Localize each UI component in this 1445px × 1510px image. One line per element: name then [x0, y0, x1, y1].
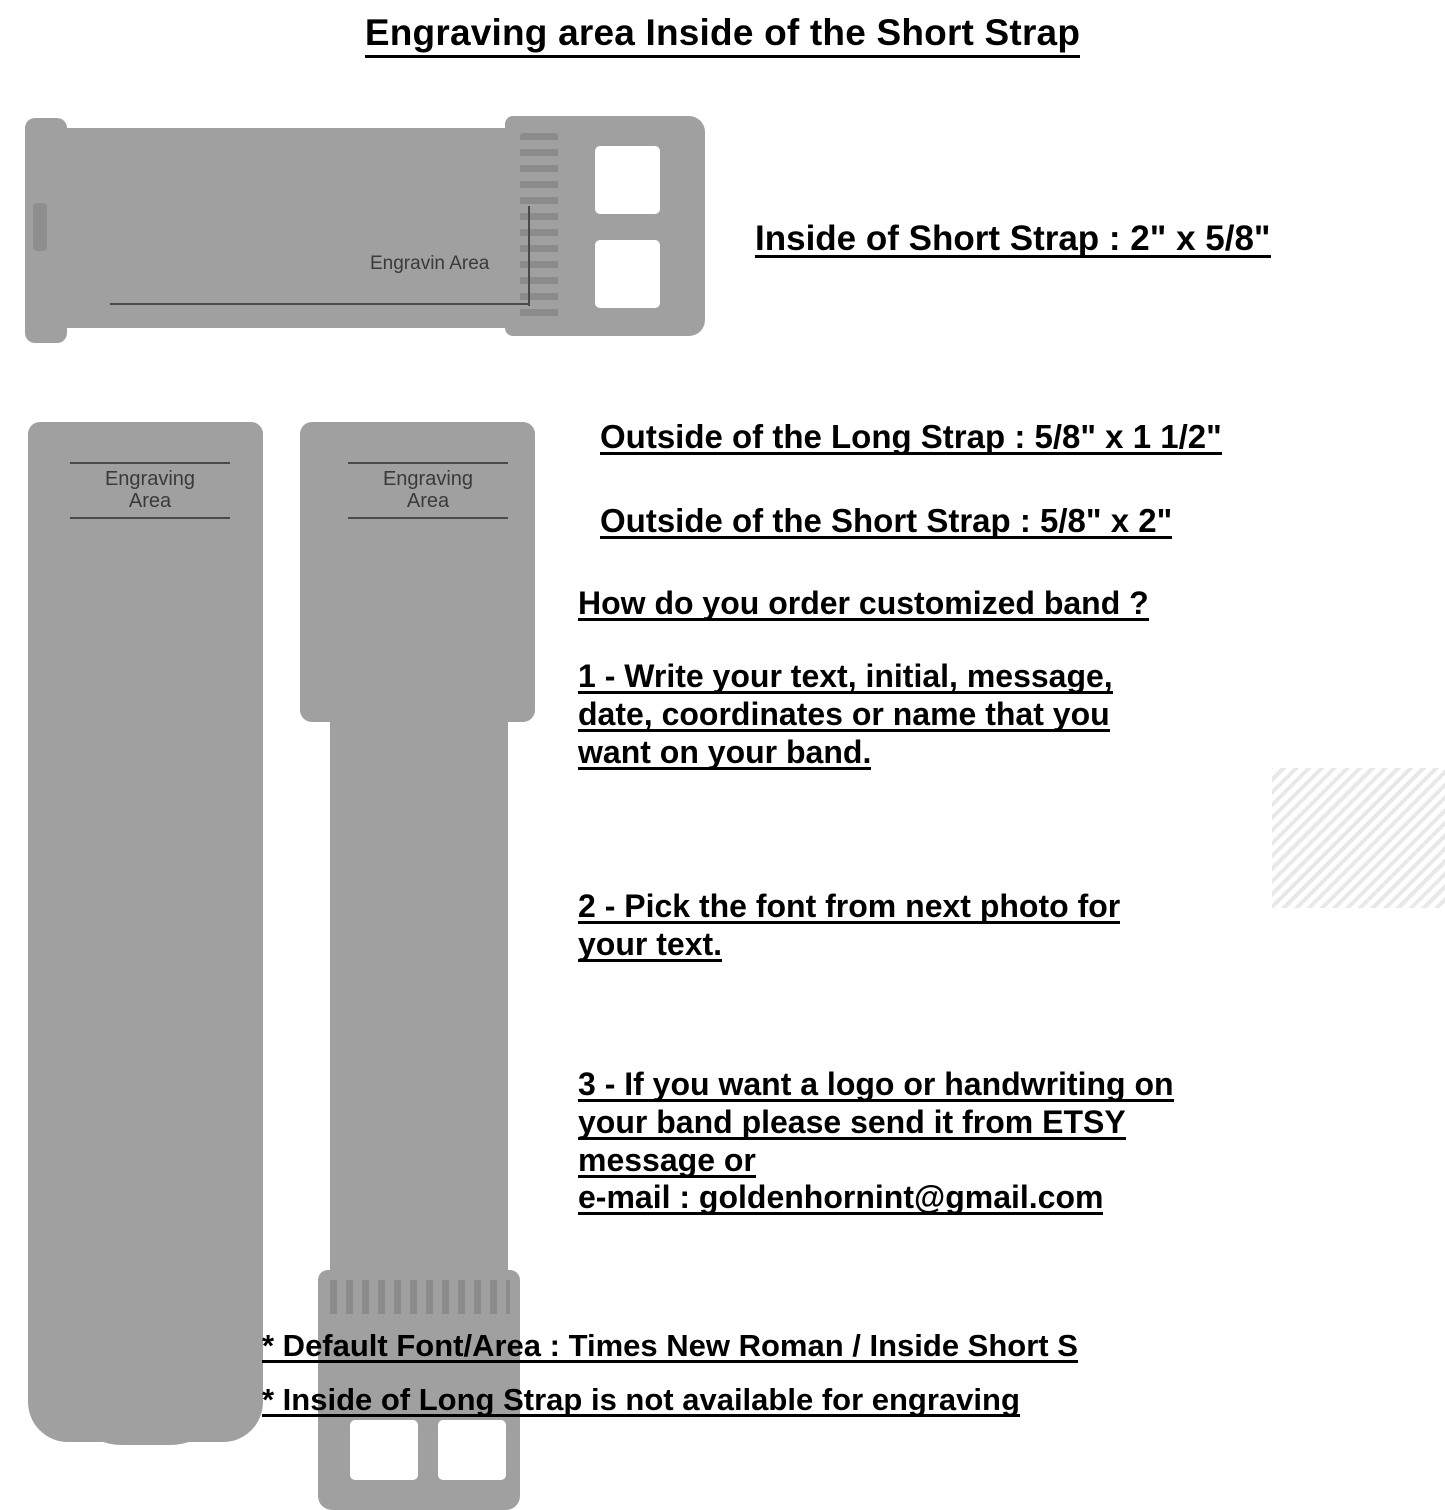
- step-line-email: e-mail : goldenhornint@gmail.com: [578, 1179, 1104, 1216]
- page-title-text: Engraving area Inside of the Short Strap: [365, 12, 1080, 58]
- step-line: 1 - Write your text, initial, message,: [578, 658, 1113, 694]
- engraving-label-line: Engraving: [382, 468, 474, 490]
- howto-step-2: [578, 888, 1378, 964]
- step-line: your text.: [578, 925, 723, 962]
- strap-hole: [595, 146, 660, 214]
- inside-short-strap-diagram: [0, 98, 745, 388]
- note-long-strap-unavailable: [262, 1382, 1020, 1419]
- engraving-label-line: Engraving: [104, 468, 196, 490]
- short-strap-engraving-label: [348, 462, 508, 519]
- next-arrow-icon[interactable]: [1272, 768, 1445, 908]
- step-line: 3 - If you want a logo or handwriting on: [578, 1066, 1174, 1102]
- howto-step-1: [578, 658, 1445, 771]
- engraving-area-guide-line: [528, 206, 530, 306]
- short-strap-stitching: [330, 1280, 510, 1314]
- note-text: * Inside of Long Strap is not available for engraving: [262, 1382, 1020, 1417]
- engraving-label-line: Area: [406, 490, 450, 513]
- engraving-area-label: Engravin Area: [370, 253, 490, 274]
- spec-inside-short-strap: [755, 218, 1271, 259]
- spec-outside-short-strap: [600, 502, 1172, 541]
- note-text: * Default Font/Area : Times New Roman / Inside Short S: [262, 1328, 1078, 1363]
- step-line: message or: [578, 1141, 756, 1178]
- howto-heading: [578, 585, 1149, 623]
- step-line: your band please send it from ETSY: [578, 1103, 1126, 1140]
- engraving-label-line: Area: [128, 490, 172, 513]
- step-line: date, coordinates or name that you: [578, 695, 1110, 732]
- strap-lug-notch: [33, 203, 47, 251]
- spec-text: Outside of the Long Strap : 5/8" x 1 1/2": [600, 418, 1222, 455]
- next-arrow-background: [1272, 768, 1445, 908]
- step-line: 2 - Pick the font from next photo for: [578, 888, 1121, 924]
- spec-text: Inside of Short Strap : 2" x 5/8": [755, 219, 1271, 258]
- note-default-font: [262, 1328, 1078, 1365]
- short-strap-body: [330, 690, 508, 1290]
- page-title: [0, 12, 1445, 54]
- step-line: want on your band.: [578, 733, 872, 770]
- strap-hole: [595, 240, 660, 308]
- howto-heading-text: How do you order customized band ?: [578, 585, 1149, 621]
- outside-straps-diagram: [0, 400, 568, 1445]
- short-strap-hole: [438, 1420, 506, 1480]
- spec-text: Outside of the Short Strap : 5/8" x 2": [600, 502, 1173, 539]
- spec-outside-long-strap: [600, 418, 1222, 457]
- strap-stitching: [520, 133, 558, 323]
- engraving-area-guide-line: [110, 303, 530, 305]
- howto-step-3: [578, 1066, 1445, 1217]
- long-strap-taper: [62, 700, 230, 1445]
- short-strap-hole: [350, 1420, 418, 1480]
- long-strap-engraving-label: [70, 462, 230, 519]
